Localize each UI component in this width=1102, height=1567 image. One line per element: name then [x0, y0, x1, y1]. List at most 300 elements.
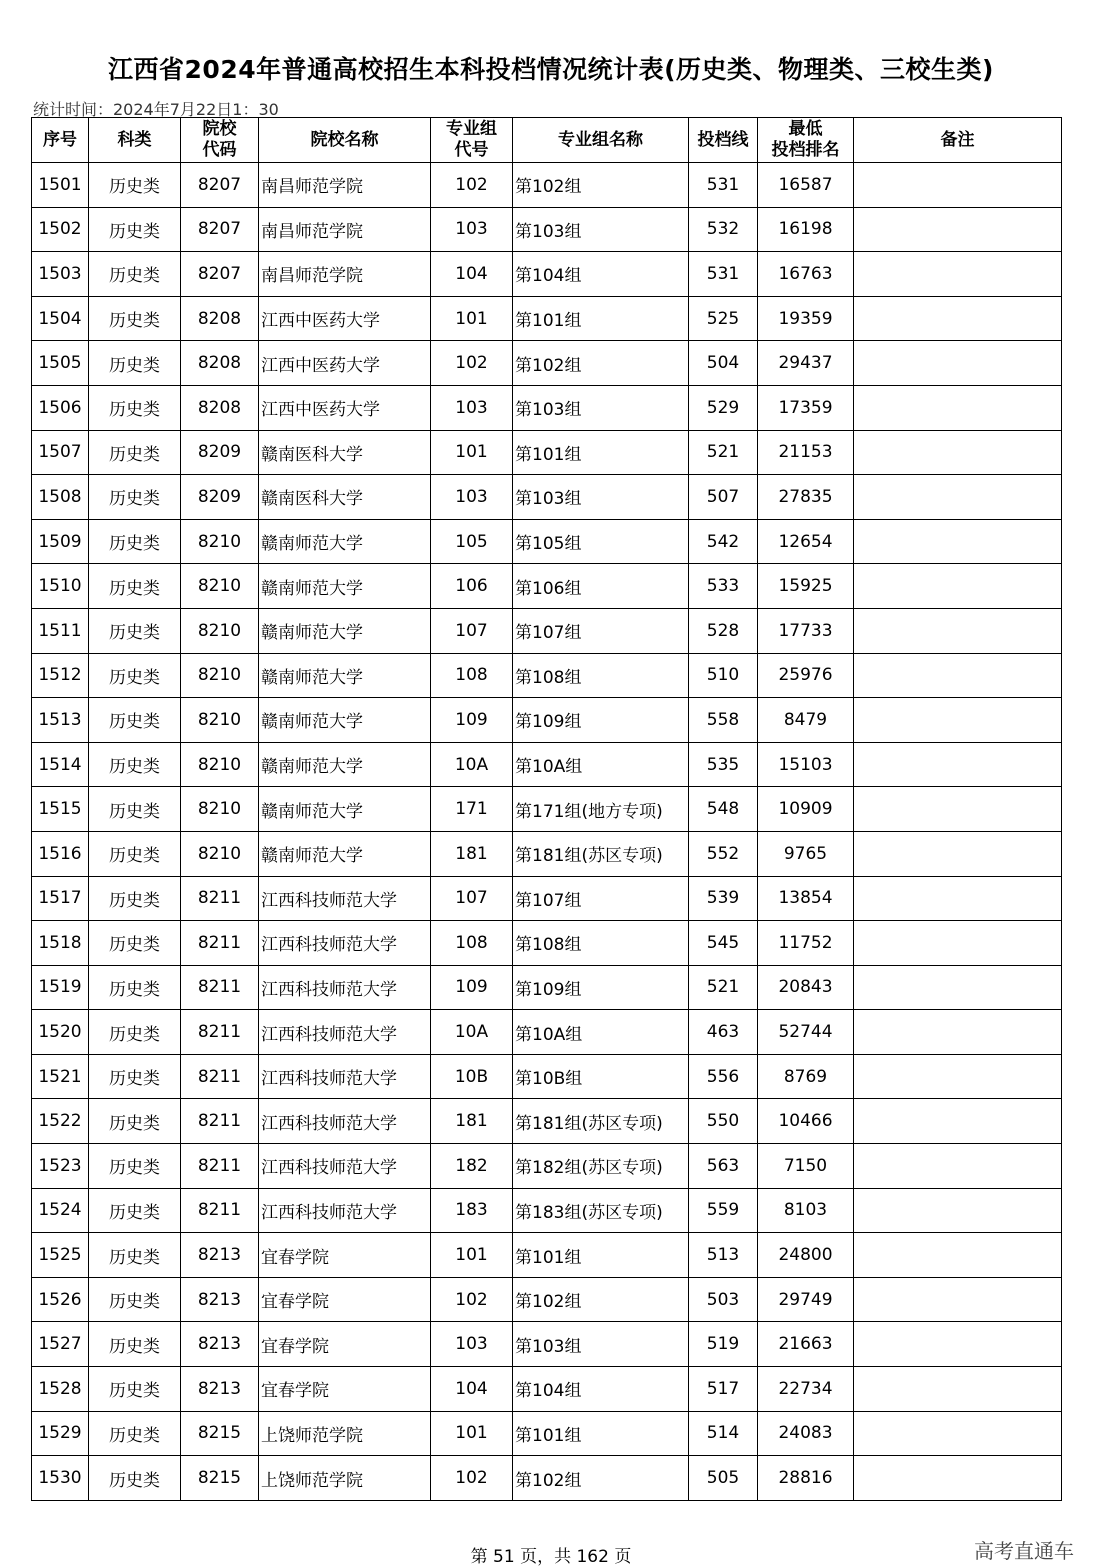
cell-note	[854, 1233, 1062, 1278]
cell-note	[854, 252, 1062, 297]
cell-min-rank: 29437	[758, 341, 854, 386]
table-row	[32, 1144, 1062, 1189]
cell-group-code: 102	[431, 163, 513, 208]
cell-school-code: 8211	[181, 1010, 259, 1055]
cell-school-code: 8208	[181, 341, 259, 386]
table-row	[32, 1367, 1062, 1412]
cell-category: 历史类	[89, 787, 181, 832]
cell-group-code: 181	[431, 1099, 513, 1144]
cell-category: 历史类	[89, 921, 181, 966]
cell-category: 历史类	[89, 698, 181, 743]
cell-category: 历史类	[89, 1322, 181, 1367]
cell-school-code: 8213	[181, 1367, 259, 1412]
cell-category: 历史类	[89, 965, 181, 1010]
cell-cutoff: 550	[689, 1099, 758, 1144]
cell-cutoff: 521	[689, 430, 758, 475]
cell-seq: 1505	[32, 341, 89, 386]
cell-group-code: 181	[431, 831, 513, 876]
cell-note	[854, 207, 1062, 252]
cell-category: 历史类	[89, 1054, 181, 1099]
cell-group-name: 第109组	[513, 698, 689, 743]
cell-seq: 1502	[32, 207, 89, 252]
table-row	[32, 1456, 1062, 1501]
header-school-name: 院校名称	[259, 118, 431, 163]
cell-seq: 1523	[32, 1144, 89, 1189]
cell-min-rank: 21153	[758, 430, 854, 475]
cell-group-name: 第10A组	[513, 1010, 689, 1055]
cell-school-name: 江西科技师范大学	[259, 1144, 431, 1189]
cell-group-code: 103	[431, 207, 513, 252]
cell-note	[854, 1277, 1062, 1322]
cell-note	[854, 698, 1062, 743]
cell-note	[854, 1054, 1062, 1099]
cell-cutoff: 514	[689, 1411, 758, 1456]
cell-seq: 1511	[32, 608, 89, 653]
cell-group-code: 103	[431, 475, 513, 520]
cell-category: 历史类	[89, 1411, 181, 1456]
table-row	[32, 296, 1062, 341]
cell-school-name: 南昌师范学院	[259, 252, 431, 297]
cell-min-rank: 24800	[758, 1233, 854, 1278]
cell-category: 历史类	[89, 1188, 181, 1233]
cell-cutoff: 545	[689, 921, 758, 966]
cell-note	[854, 876, 1062, 921]
cell-note	[854, 1411, 1062, 1456]
cell-cutoff: 529	[689, 385, 758, 430]
table-row	[32, 163, 1062, 208]
cell-group-code: 108	[431, 653, 513, 698]
cell-note	[854, 742, 1062, 787]
cell-school-name: 宜春学院	[259, 1233, 431, 1278]
cell-seq: 1528	[32, 1367, 89, 1412]
cell-category: 历史类	[89, 653, 181, 698]
cell-seq: 1514	[32, 742, 89, 787]
table-header-row	[32, 118, 1062, 163]
cell-school-name: 赣南师范大学	[259, 519, 431, 564]
cell-school-name: 江西科技师范大学	[259, 1010, 431, 1055]
cell-category: 历史类	[89, 385, 181, 430]
cell-group-code: 10A	[431, 742, 513, 787]
cell-group-code: 107	[431, 608, 513, 653]
cell-min-rank: 25976	[758, 653, 854, 698]
table-row	[32, 430, 1062, 475]
cell-school-code: 8213	[181, 1322, 259, 1367]
cell-school-name: 上饶师范学院	[259, 1411, 431, 1456]
cell-seq: 1521	[32, 1054, 89, 1099]
cell-min-rank: 20843	[758, 965, 854, 1010]
cell-min-rank: 16587	[758, 163, 854, 208]
cell-note	[854, 1456, 1062, 1501]
cell-school-code: 8211	[181, 921, 259, 966]
cell-category: 历史类	[89, 1277, 181, 1322]
cell-cutoff: 532	[689, 207, 758, 252]
cell-group-code: 102	[431, 1277, 513, 1322]
cell-category: 历史类	[89, 1233, 181, 1278]
cell-seq: 1504	[32, 296, 89, 341]
table-row	[32, 965, 1062, 1010]
cell-group-name: 第103组	[513, 207, 689, 252]
cell-group-code: 102	[431, 1456, 513, 1501]
cell-cutoff: 533	[689, 564, 758, 609]
cell-seq: 1520	[32, 1010, 89, 1055]
cell-seq: 1522	[32, 1099, 89, 1144]
cell-group-name: 第108组	[513, 653, 689, 698]
cell-seq: 1512	[32, 653, 89, 698]
table-row	[32, 1054, 1062, 1099]
cell-seq: 1517	[32, 876, 89, 921]
cell-school-code: 8215	[181, 1411, 259, 1456]
cell-school-name: 赣南师范大学	[259, 653, 431, 698]
cell-cutoff: 519	[689, 1322, 758, 1367]
cell-school-name: 赣南师范大学	[259, 698, 431, 743]
cell-seq: 1508	[32, 475, 89, 520]
table-row	[32, 519, 1062, 564]
cell-school-name: 江西科技师范大学	[259, 965, 431, 1010]
page-title: 江西省2024年普通高校招生本科投档情况统计表(历史类、物理类、三校生类)	[108, 55, 994, 84]
table-row	[32, 1411, 1062, 1456]
cell-category: 历史类	[89, 430, 181, 475]
cell-category: 历史类	[89, 831, 181, 876]
table-row	[32, 787, 1062, 832]
cell-group-name: 第10B组	[513, 1054, 689, 1099]
cell-school-code: 8207	[181, 207, 259, 252]
cell-group-code: 10A	[431, 1010, 513, 1055]
cell-cutoff: 558	[689, 698, 758, 743]
cell-group-code: 107	[431, 876, 513, 921]
cell-category: 历史类	[89, 519, 181, 564]
cell-school-code: 8208	[181, 385, 259, 430]
cell-note	[854, 653, 1062, 698]
cell-seq: 1527	[32, 1322, 89, 1367]
cell-note	[854, 1367, 1062, 1412]
cell-school-code: 8209	[181, 475, 259, 520]
cell-cutoff: 504	[689, 341, 758, 386]
cell-note	[854, 341, 1062, 386]
cell-cutoff: 542	[689, 519, 758, 564]
cell-cutoff: 563	[689, 1144, 758, 1189]
cell-school-code: 8210	[181, 742, 259, 787]
cell-group-name: 第105组	[513, 519, 689, 564]
brand-watermark: 高考直通车	[974, 1539, 1074, 1563]
cell-school-name: 赣南医科大学	[259, 475, 431, 520]
header-school-code: 院校 代码	[181, 118, 259, 163]
cell-category: 历史类	[89, 564, 181, 609]
header-seq: 序号	[32, 118, 89, 163]
cell-school-name: 江西中医药大学	[259, 296, 431, 341]
table-row	[32, 608, 1062, 653]
cell-cutoff: 559	[689, 1188, 758, 1233]
cell-cutoff: 528	[689, 608, 758, 653]
cell-note	[854, 1144, 1062, 1189]
cell-school-code: 8209	[181, 430, 259, 475]
cell-cutoff: 513	[689, 1233, 758, 1278]
table-body	[32, 163, 1062, 1501]
cell-category: 历史类	[89, 163, 181, 208]
cell-min-rank: 22734	[758, 1367, 854, 1412]
table-row	[32, 564, 1062, 609]
cell-min-rank: 15925	[758, 564, 854, 609]
cell-school-code: 8213	[181, 1233, 259, 1278]
table-row	[32, 1322, 1062, 1367]
cell-min-rank: 8479	[758, 698, 854, 743]
cell-note	[854, 608, 1062, 653]
cell-group-name: 第183组(苏区专项)	[513, 1188, 689, 1233]
cell-cutoff: 503	[689, 1277, 758, 1322]
cell-note	[854, 519, 1062, 564]
cell-school-name: 江西科技师范大学	[259, 876, 431, 921]
cell-school-code: 8210	[181, 608, 259, 653]
cell-school-code: 8213	[181, 1277, 259, 1322]
cell-min-rank: 8769	[758, 1054, 854, 1099]
cell-group-name: 第101组	[513, 1411, 689, 1456]
cell-min-rank: 9765	[758, 831, 854, 876]
cell-seq: 1525	[32, 1233, 89, 1278]
cell-min-rank: 8103	[758, 1188, 854, 1233]
cell-note	[854, 1188, 1062, 1233]
cell-school-name: 赣南师范大学	[259, 831, 431, 876]
cell-school-code: 8210	[181, 698, 259, 743]
cell-min-rank: 11752	[758, 921, 854, 966]
cell-category: 历史类	[89, 742, 181, 787]
cell-min-rank: 17733	[758, 608, 854, 653]
cell-min-rank: 29749	[758, 1277, 854, 1322]
cell-note	[854, 1322, 1062, 1367]
table-row	[32, 341, 1062, 386]
cell-category: 历史类	[89, 475, 181, 520]
cell-cutoff: 539	[689, 876, 758, 921]
cell-school-name: 江西科技师范大学	[259, 1188, 431, 1233]
cell-min-rank: 17359	[758, 385, 854, 430]
header-min-rank: 最低 投档排名	[758, 118, 854, 163]
cell-school-name: 赣南医科大学	[259, 430, 431, 475]
cell-seq: 1513	[32, 698, 89, 743]
stat-time: 统计时间：2024年7月22日1：30	[33, 100, 279, 119]
cell-school-name: 宜春学院	[259, 1322, 431, 1367]
cell-cutoff: 531	[689, 163, 758, 208]
cell-category: 历史类	[89, 1010, 181, 1055]
cell-min-rank: 13854	[758, 876, 854, 921]
cell-cutoff: 552	[689, 831, 758, 876]
cell-group-code: 104	[431, 1367, 513, 1412]
table-row	[32, 742, 1062, 787]
table-row	[32, 252, 1062, 297]
cell-group-code: 101	[431, 1233, 513, 1278]
cell-cutoff: 517	[689, 1367, 758, 1412]
cell-category: 历史类	[89, 1367, 181, 1412]
cell-group-code: 105	[431, 519, 513, 564]
cell-cutoff: 521	[689, 965, 758, 1010]
cell-school-code: 8207	[181, 252, 259, 297]
cell-school-code: 8215	[181, 1456, 259, 1501]
cell-seq: 1530	[32, 1456, 89, 1501]
cell-note	[854, 296, 1062, 341]
cell-group-name: 第102组	[513, 163, 689, 208]
admission-table	[31, 117, 1062, 1501]
cell-group-name: 第107组	[513, 876, 689, 921]
cell-category: 历史类	[89, 252, 181, 297]
cell-school-name: 南昌师范学院	[259, 163, 431, 208]
table-row	[32, 1099, 1062, 1144]
cell-min-rank: 10466	[758, 1099, 854, 1144]
cell-group-code: 109	[431, 965, 513, 1010]
cell-group-code: 101	[431, 296, 513, 341]
cell-school-name: 江西中医药大学	[259, 385, 431, 430]
cell-school-name: 江西科技师范大学	[259, 1099, 431, 1144]
cell-group-code: 103	[431, 385, 513, 430]
cell-seq: 1524	[32, 1188, 89, 1233]
cell-group-code: 10B	[431, 1054, 513, 1099]
cell-category: 历史类	[89, 1456, 181, 1501]
table-row	[32, 698, 1062, 743]
cell-category: 历史类	[89, 341, 181, 386]
cell-school-code: 8211	[181, 1099, 259, 1144]
cell-min-rank: 28816	[758, 1456, 854, 1501]
cell-min-rank: 24083	[758, 1411, 854, 1456]
cell-school-code: 8211	[181, 1054, 259, 1099]
cell-school-code: 8207	[181, 163, 259, 208]
table-row	[32, 876, 1062, 921]
table-row	[32, 831, 1062, 876]
cell-group-name: 第102组	[513, 1277, 689, 1322]
cell-group-name: 第103组	[513, 1322, 689, 1367]
cell-school-code: 8211	[181, 1188, 259, 1233]
cell-category: 历史类	[89, 608, 181, 653]
cell-group-code: 104	[431, 252, 513, 297]
cell-category: 历史类	[89, 876, 181, 921]
cell-group-code: 109	[431, 698, 513, 743]
cell-group-code: 103	[431, 1322, 513, 1367]
cell-min-rank: 10909	[758, 787, 854, 832]
cell-school-name: 上饶师范学院	[259, 1456, 431, 1501]
cell-seq: 1503	[32, 252, 89, 297]
cell-group-name: 第182组(苏区专项)	[513, 1144, 689, 1189]
cell-min-rank: 21663	[758, 1322, 854, 1367]
cell-min-rank: 27835	[758, 475, 854, 520]
cell-min-rank: 12654	[758, 519, 854, 564]
cell-note	[854, 564, 1062, 609]
cell-school-code: 8211	[181, 876, 259, 921]
cell-note	[854, 163, 1062, 208]
cell-cutoff: 463	[689, 1010, 758, 1055]
cell-note	[854, 921, 1062, 966]
cell-group-code: 106	[431, 564, 513, 609]
header-group-name: 专业组名称	[513, 118, 689, 163]
cell-seq: 1529	[32, 1411, 89, 1456]
cell-group-name: 第109组	[513, 965, 689, 1010]
cell-seq: 1515	[32, 787, 89, 832]
cell-seq: 1506	[32, 385, 89, 430]
cell-cutoff: 525	[689, 296, 758, 341]
cell-school-code: 8208	[181, 296, 259, 341]
cell-school-code: 8210	[181, 519, 259, 564]
cell-group-name: 第103组	[513, 385, 689, 430]
cell-note	[854, 1010, 1062, 1055]
cell-group-code: 182	[431, 1144, 513, 1189]
cell-group-code: 183	[431, 1188, 513, 1233]
cell-note	[854, 787, 1062, 832]
cell-group-name: 第10A组	[513, 742, 689, 787]
cell-group-name: 第181组(苏区专项)	[513, 1099, 689, 1144]
table-row	[32, 475, 1062, 520]
cell-group-name: 第103组	[513, 475, 689, 520]
cell-seq: 1501	[32, 163, 89, 208]
cell-seq: 1519	[32, 965, 89, 1010]
cell-group-name: 第104组	[513, 1367, 689, 1412]
cell-note	[854, 475, 1062, 520]
cell-cutoff: 556	[689, 1054, 758, 1099]
table-row	[32, 207, 1062, 252]
cell-min-rank: 16198	[758, 207, 854, 252]
cell-school-name: 宜春学院	[259, 1367, 431, 1412]
cell-note	[854, 430, 1062, 475]
table-row	[32, 1010, 1062, 1055]
cell-school-code: 8210	[181, 653, 259, 698]
cell-school-name: 南昌师范学院	[259, 207, 431, 252]
cell-min-rank: 15103	[758, 742, 854, 787]
cell-school-name: 江西中医药大学	[259, 341, 431, 386]
cell-category: 历史类	[89, 1144, 181, 1189]
cell-school-name: 江西科技师范大学	[259, 921, 431, 966]
cell-seq: 1516	[32, 831, 89, 876]
cell-cutoff: 535	[689, 742, 758, 787]
cell-group-name: 第108组	[513, 921, 689, 966]
cell-group-name: 第171组(地方专项)	[513, 787, 689, 832]
cell-group-name: 第102组	[513, 1456, 689, 1501]
cell-school-code: 8210	[181, 564, 259, 609]
cell-min-rank: 52744	[758, 1010, 854, 1055]
cell-group-name: 第104组	[513, 252, 689, 297]
cell-school-name: 赣南师范大学	[259, 787, 431, 832]
cell-group-name: 第181组(苏区专项)	[513, 831, 689, 876]
cell-group-name: 第107组	[513, 608, 689, 653]
cell-school-code: 8211	[181, 1144, 259, 1189]
cell-school-name: 江西科技师范大学	[259, 1054, 431, 1099]
cell-seq: 1518	[32, 921, 89, 966]
cell-school-name: 赣南师范大学	[259, 742, 431, 787]
table-row	[32, 385, 1062, 430]
cell-group-name: 第102组	[513, 341, 689, 386]
cell-group-code: 101	[431, 430, 513, 475]
cell-group-code: 102	[431, 341, 513, 386]
cell-group-code: 171	[431, 787, 513, 832]
table-row	[32, 921, 1062, 966]
cell-school-name: 宜春学院	[259, 1277, 431, 1322]
cell-seq: 1507	[32, 430, 89, 475]
cell-cutoff: 507	[689, 475, 758, 520]
cell-note	[854, 965, 1062, 1010]
cell-category: 历史类	[89, 1099, 181, 1144]
cell-seq: 1526	[32, 1277, 89, 1322]
table-row	[32, 1277, 1062, 1322]
cell-note	[854, 385, 1062, 430]
cell-group-name: 第101组	[513, 1233, 689, 1278]
cell-category: 历史类	[89, 207, 181, 252]
cell-cutoff: 548	[689, 787, 758, 832]
cell-group-name: 第101组	[513, 296, 689, 341]
cell-seq: 1509	[32, 519, 89, 564]
cell-group-name: 第101组	[513, 430, 689, 475]
header-cutoff: 投档线	[689, 118, 758, 163]
cell-cutoff: 510	[689, 653, 758, 698]
cell-group-name: 第106组	[513, 564, 689, 609]
header-category: 科类	[89, 118, 181, 163]
page-footer: 第 51 页，共 162 页	[470, 1547, 632, 1567]
table-row	[32, 653, 1062, 698]
cell-school-code: 8210	[181, 831, 259, 876]
cell-min-rank: 16763	[758, 252, 854, 297]
cell-cutoff: 505	[689, 1456, 758, 1501]
cell-group-code: 108	[431, 921, 513, 966]
